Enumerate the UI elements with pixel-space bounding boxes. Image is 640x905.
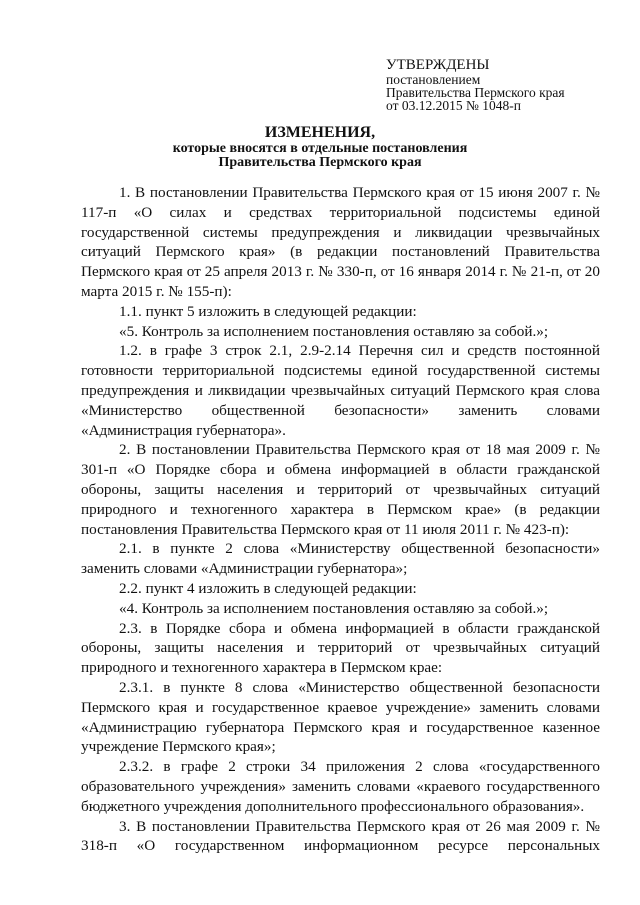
paragraph: 2. В постановлении Правительства Пермского края от 18 мая 2009 г. № 301-п «О Порядке сбора и обмена информацией в области гражданской обороны, защиты населения и территорий от чрезвычайных ситуаций природного и техногенного характера в Пермском крае» (в редакции постановления Правительства Пермского края от 11 июля 2011 г. № 423-п): [81, 441, 600, 538]
approval-line: постановлением [386, 72, 481, 87]
approval-line: от 03.12.2015 № 1048-п [386, 98, 521, 113]
approval-stamp [386, 57, 565, 112]
paragraph: 2.3.1. в пункте 8 слова «Министерство общественной безопасности Пермского края и государственное краевое учреждение» заменить словами «Администрацию губернатора Пермского края и государственное казенное учреждение Пермского края»; [81, 678, 600, 756]
paragraph: 2.3. в Порядке сбора и обмена информацией в области гражданской обороны, защиты населения и территорий от чрезвычайных ситуаций природного и техногенного характера в Пермском крае: [81, 619, 600, 677]
document-subtitle: Правительства Пермского края [218, 155, 422, 170]
paragraph: 1.1. пункт 5 изложить в следующей редакции: [119, 302, 417, 320]
paragraph: «5. Контроль за исполнением постановления оставляю за собой.»; [119, 322, 549, 340]
approval-line: Правительства Пермского края [386, 85, 565, 100]
paragraph: 1.2. в графе 3 строк 2.1, 2.9-2.14 Перечня сил и средств постоянной готовности территориальной подсистемы единой государственной системы предупреждения и ликвидации чрезвычайных ситуаций Пермского края слова «Министерство общественной безопасности» заменить словами «Администрация губернатора». [81, 342, 600, 439]
document-subtitle: которые вносятся в отдельные постановления [172, 141, 468, 156]
paragraph: 1. В постановлении Правительства Пермского края от 15 июня 2007 г. № 117-п «О силах и средствах территориальной подсистемы единой государственной системы предупреждения и ликвидации чрезвычайных ситуаций Пермского края» (в редакции постановлений Правительства Пермского края от 25 апреля 2013 г. № 330-п, от 16 января 2014 г. № 21-п, от 20 марта 2015 г. № 155-п): [81, 184, 600, 300]
document-title: ИЗМЕНЕНИЯ, [264, 124, 376, 141]
paragraph: 2.2. пункт 4 изложить в следующей редакции: [119, 579, 417, 597]
paragraph: 3. В постановлении Правительства Пермского края от 26 мая 2009 г. № 318-п «О государственном информационном ресурсе персональных [81, 817, 600, 855]
paragraph: «4. Контроль за исполнением постановления оставляю за собой.»; [119, 599, 549, 617]
approval-heading: УТВЕРЖДЕНЫ [386, 57, 490, 73]
document-body [81, 183, 600, 856]
paragraph: 2.3.2. в графе 2 строки 34 приложения 2 слова «государственного образовательного учреждения» заменить словами «краевого государственного бюджетного учреждения дополнительного профессионального образования». [81, 758, 600, 815]
paragraph: 2.1. в пункте 2 слова «Министерству общественной безопасности» заменить словами «Администрации губернатора»; [81, 540, 600, 578]
document-heading [0, 124, 640, 170]
